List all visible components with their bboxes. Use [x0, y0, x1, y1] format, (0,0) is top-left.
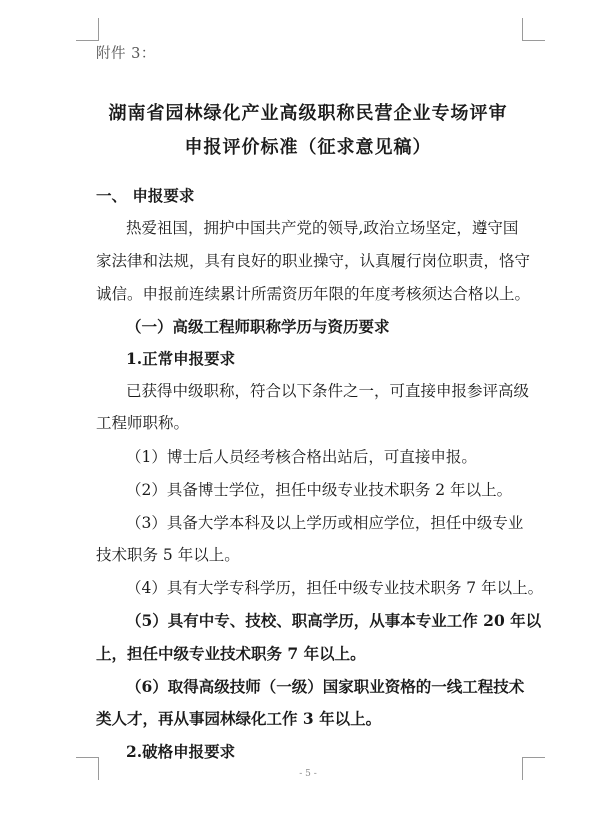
condition-4: （4）具有大学专科学历，担任中级专业技术职务 7 年以上。 [126, 579, 544, 597]
condition-5-line1: （5）具有中专、技校、职高学历，从事本专业工作 20 年以 [126, 611, 542, 630]
condition-6-line2: 类人才，再从事园林绿化工作 3 年以上。 [96, 709, 382, 728]
condition-5-line2: 上，担任中级专业技术职务 7 年以上。 [96, 644, 366, 663]
item-heading-exceptional-application: 2.破格申报要求 [126, 742, 236, 761]
condition-3-line1: （3）具备大学本科及以上学历或相应学位，担任中级专业 [126, 514, 524, 532]
intro-paragraph-line2: 家法律和法规，具有良好的职业操守，认真履行岗位职责，恪守 [96, 252, 531, 270]
page-number: - 5 - [299, 769, 317, 779]
condition-2: （2）具备博士学位，担任中级专业技术职务 2 年以上。 [126, 481, 513, 499]
condition-1: （1）博士后人员经考核合格出站后，可直接申报。 [126, 448, 477, 466]
condition-6-line1: （6）取得高级技师（一级）国家职业资格的一线工程技术 [126, 677, 525, 696]
subsection-heading-senior-engineer: （一）高级工程师职称学历与资历要求 [126, 317, 390, 336]
intro-paragraph-line1: 热爱祖国，拥护中国共产党的领导,政治立场坚定，遵守国 [126, 219, 519, 237]
document-title-line1: 湖南省园林绿化产业高级职称民营企业专场评审 [108, 103, 508, 124]
item-heading-normal-application: 1.正常申报要求 [126, 349, 236, 368]
condition-3-line2: 技术职务 5 年以上。 [96, 546, 240, 564]
crop-mark-top-right [522, 18, 545, 41]
intro-paragraph-line3: 诚信。申报前连续累计所需资历年限的年度考核须达合格以上。 [96, 285, 531, 303]
item1-intro-line2: 工程师职称。 [96, 414, 190, 432]
attachment-label: 附件 3： [96, 46, 156, 62]
section-heading-requirements: 一、 申报要求 [96, 186, 195, 205]
item1-intro-line1: 已获得中级职称，符合以下条件之一，可直接申报参评高级 [126, 382, 530, 400]
crop-mark-top-left [76, 18, 99, 41]
document-title-line2: 申报评价标准（征求意见稿） [184, 137, 432, 158]
